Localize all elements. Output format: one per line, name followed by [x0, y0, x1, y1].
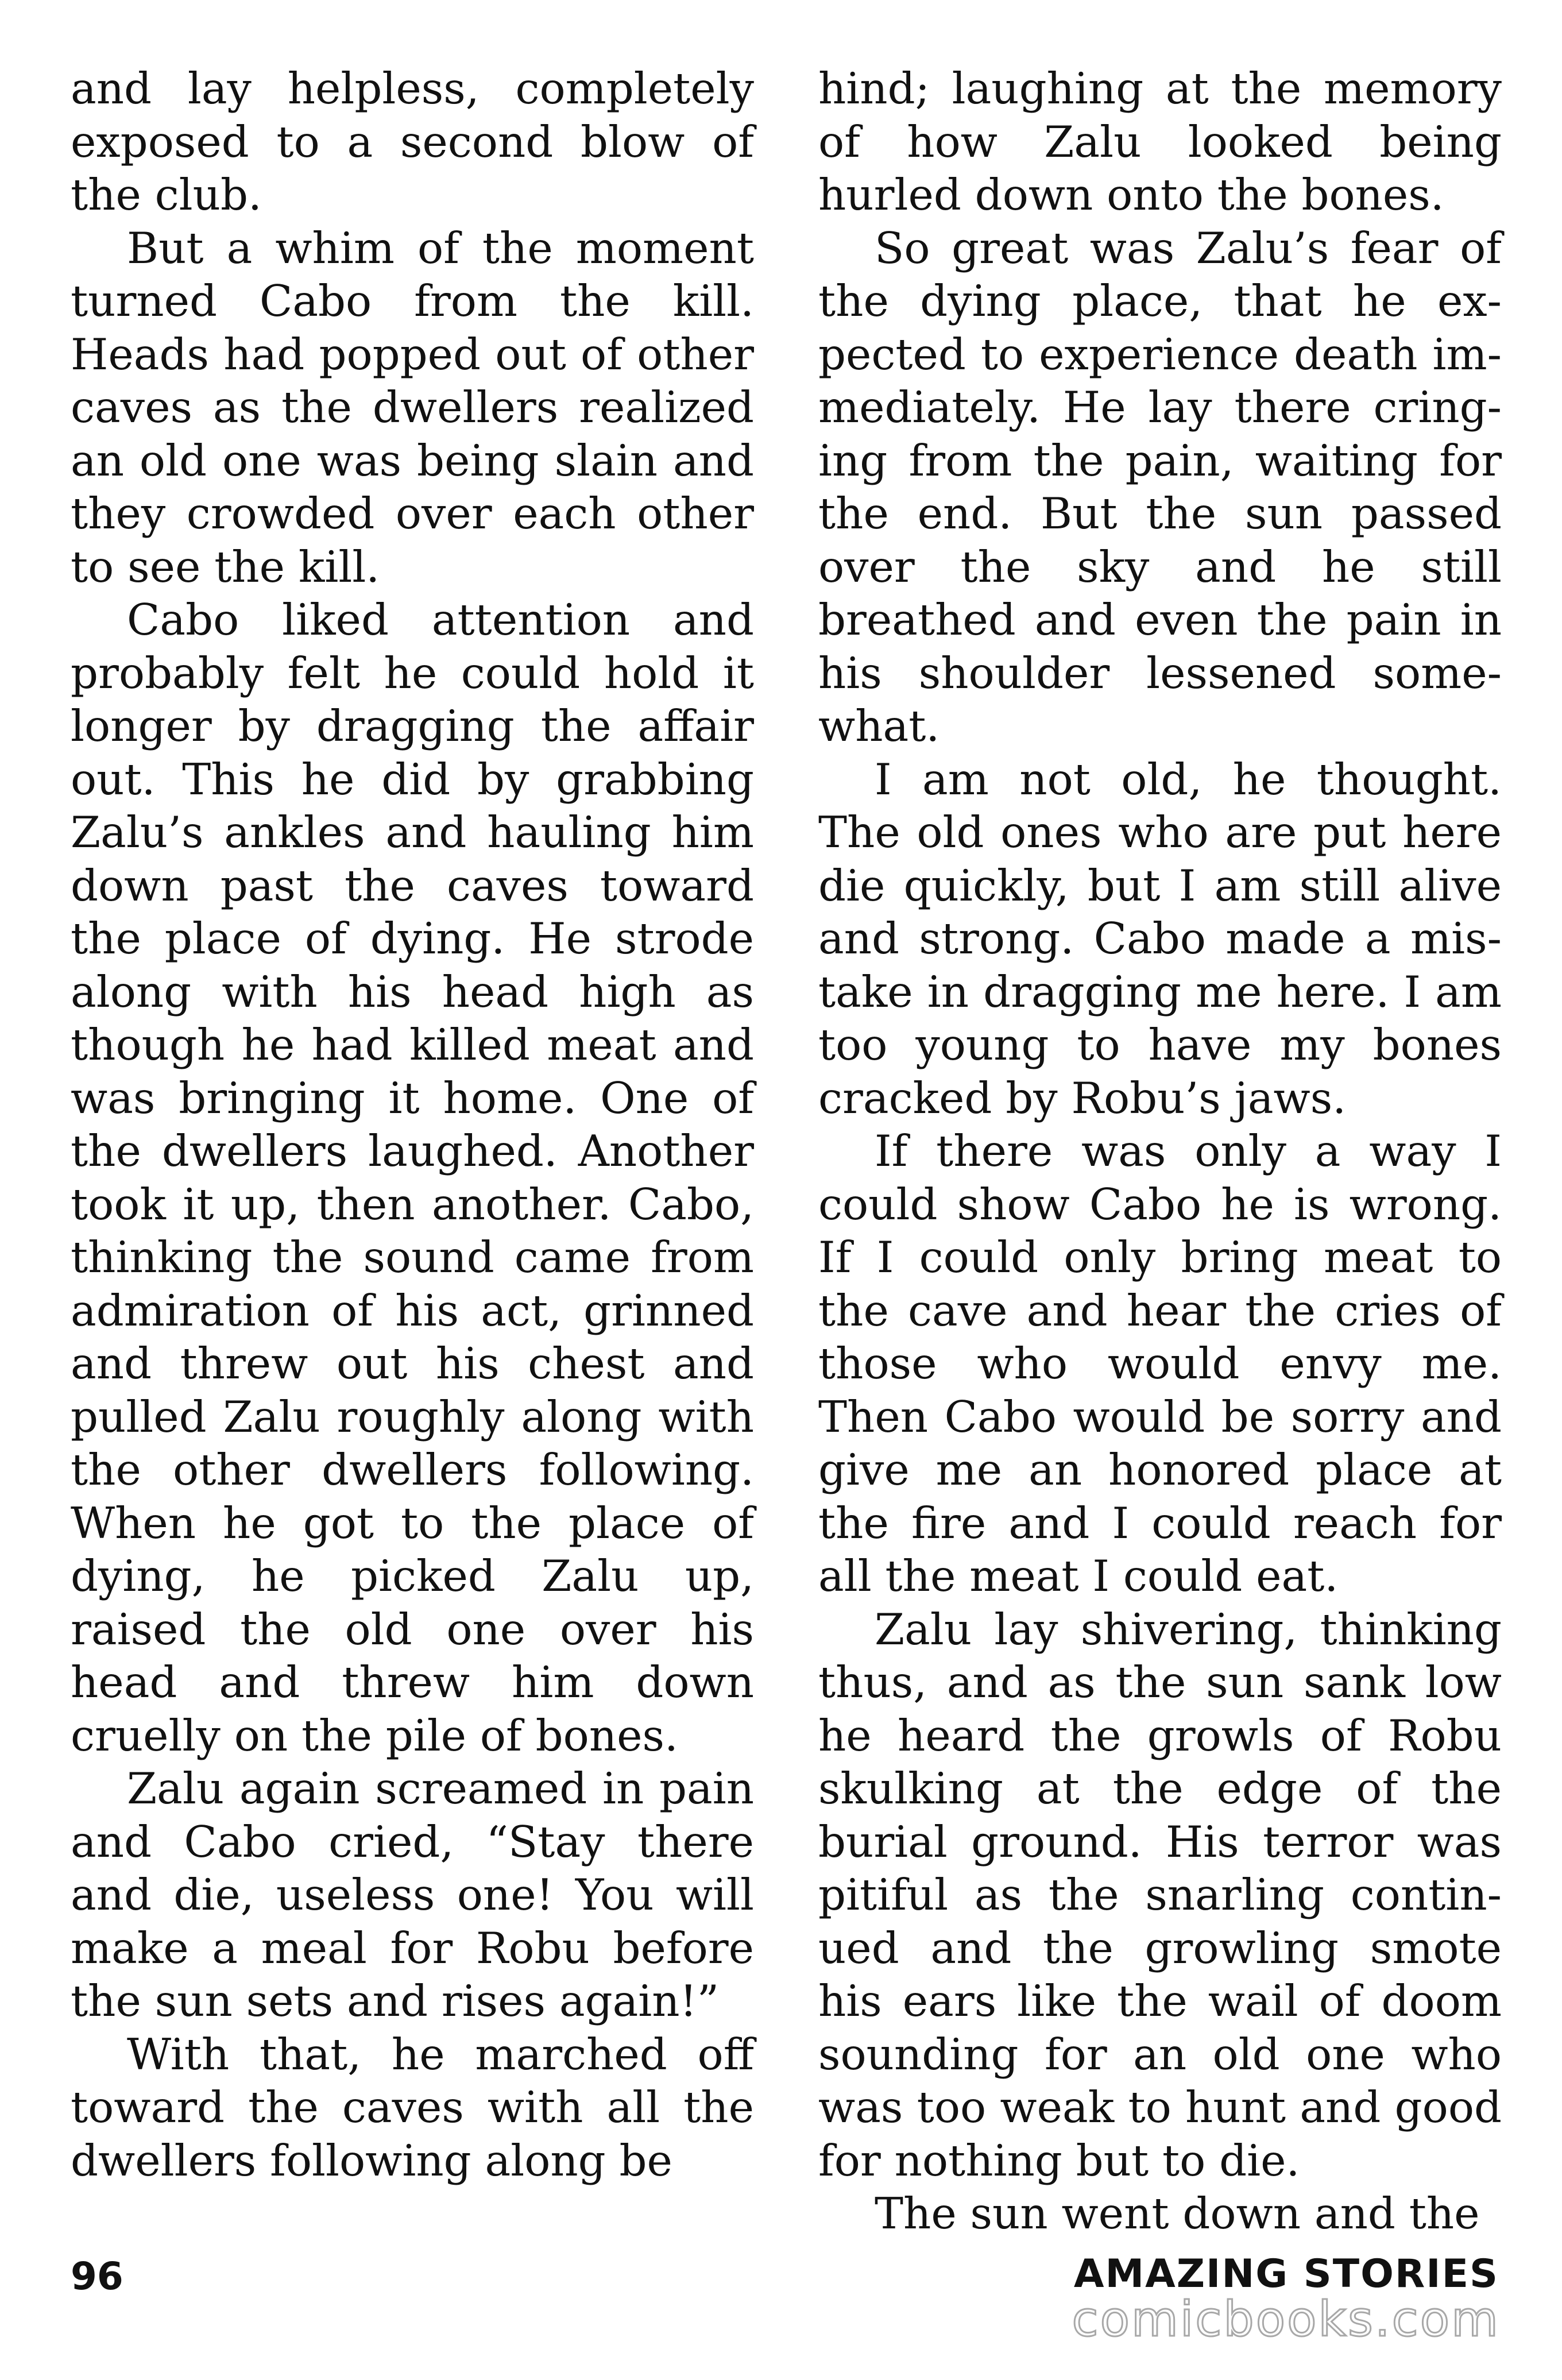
paragraph: Zalu lay shivering, thinking thus, and as the sun sank low he heard the growls of Robu skulking at the edge of the burial ground. His terror was pitiful as the snarling continued and the growling smote his ears like the wail of doom sounding for an old one who was too weak to hunt and good for nothing but to die. [818, 1604, 1502, 2186]
paragraph: Zalu again screamed in pain and Cabo cried, “Stay there and die, useless one! You will make a meal for Robu before the sun sets and rises again!” [71, 1763, 754, 2026]
paragraph: I am not old, he thought. The old ones who are put here die quickly, but I am still alive and strong. Cabo made a mistake in dragging me here. I am too young to have my bones cracked by Robu’s jaws. [818, 754, 1502, 1123]
magazine-title: AMAZING STORIES [1073, 2251, 1499, 2297]
paragraph: and lay helpless, completely exposed to a second blow of the club. [71, 63, 754, 220]
paragraph: The sun went down and the [875, 2188, 1480, 2239]
paragraph: But a whim of the moment turned Cabo from the kill. Heads had popped out of other caves as the dwellers realized an old one was being slain and they crowded over each other to see the kill. [71, 222, 754, 592]
paragraph: hind; laughing at the memory of how Zalu looked being hurled down onto the bones. [818, 63, 1502, 220]
text-column-left [71, 62, 754, 2187]
text-column-right [818, 62, 1502, 2240]
paragraph: If there was only a way I could show Cabo he is wrong. If I could only bring meat to the cave and hear the cries of those who would envy me. Then Cabo would be sorry and give me an honored place at the fire and I could reach for all the meat I could eat. [818, 1126, 1502, 1601]
watermark: comicbooks.com [1072, 2291, 1500, 2347]
paragraph: With that, he marched off toward the caves with all the dwellers following along be [71, 2029, 754, 2186]
page-number: 96 [71, 2254, 123, 2298]
paragraph: So great was Zalu’s fear of the dying place, that he expected to experience death immediately. He lay there cringing from the pain, waiting for the end. But the sun passed over the sky and he still breathed and even the pain in his shoulder lessened somewhat. [818, 222, 1502, 751]
paragraph: Cabo liked attention and probably felt he could hold it longer by dragging the affair out. This he did by grabbing Zalu’s ankles and hauling him down past the caves toward the place of dying. He strode along with his head high as though he had killed meat and was bringing it home. One of the dwellers laughed. Another took it up, then another. Cabo, thinking the sound came from admiration of his act, grinned and threw out his chest and pulled Zalu roughly along with the other dwellers following. When he got to the place of dying, he picked Zalu up, raised the old one over his head and threw him down cruelly on the pile of bones. [71, 594, 754, 1761]
